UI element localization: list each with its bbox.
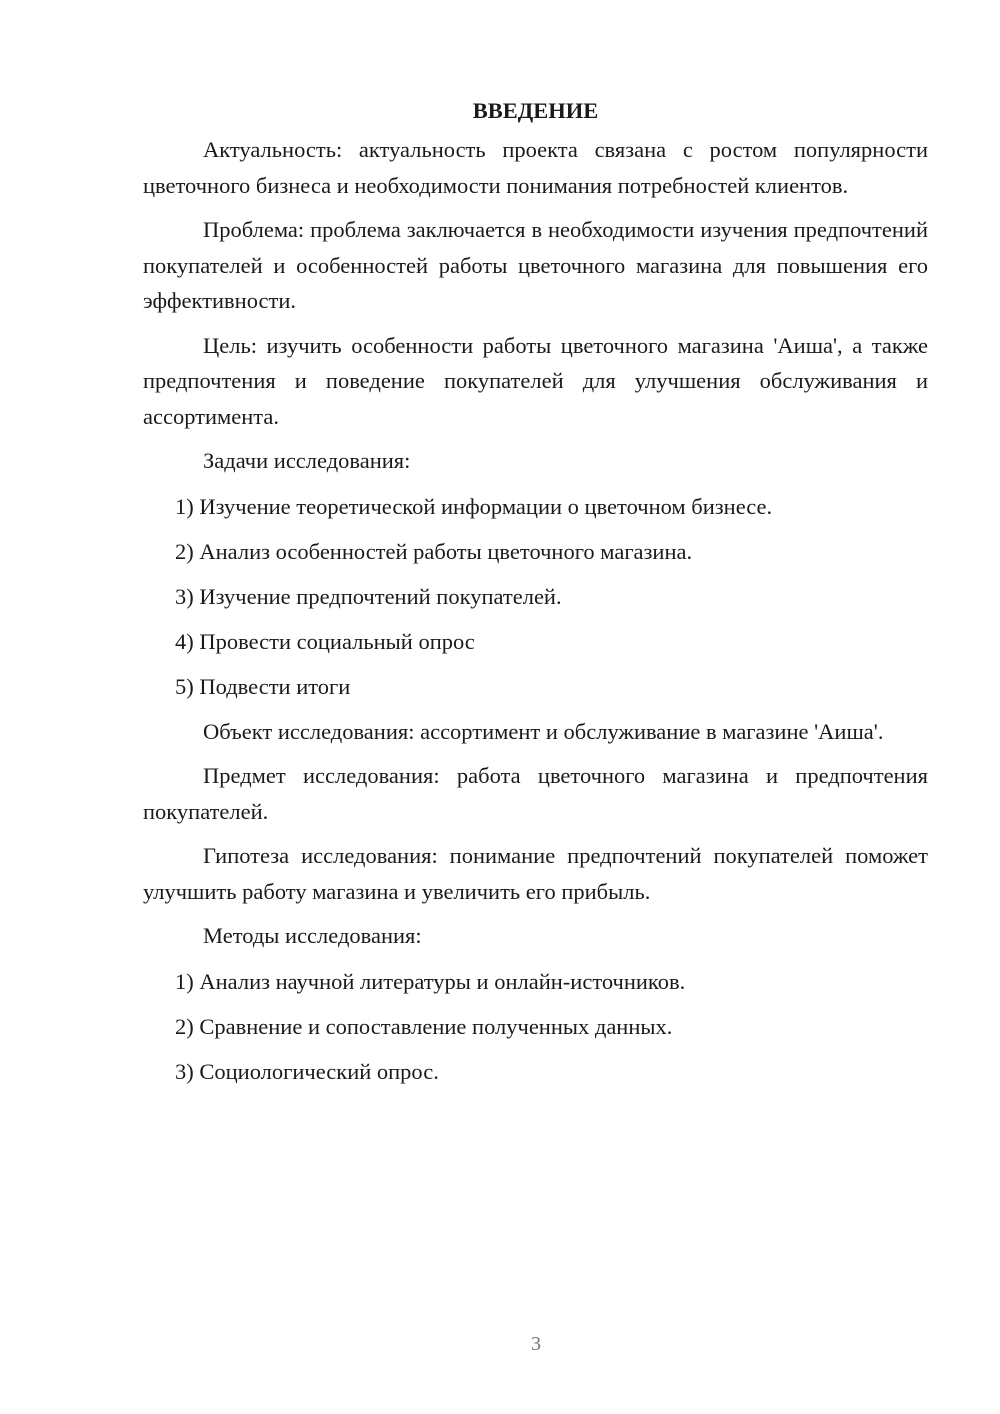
list-item: 4) Провести социальный опрос [175, 628, 475, 654]
list-item: 2) Анализ особенностей работы цветочного магазина. [175, 538, 693, 564]
methods-heading: Методы исследования: [203, 923, 422, 948]
list-item: 5) Подвести итоги [175, 673, 351, 699]
paragraph-hypothesis: Гипотеза исследования: понимание предпочтений покупателей поможет улучшить работу магазина и увеличить его прибыль. [143, 843, 928, 904]
section-title: ВВЕДЕНИЕ [472, 98, 599, 123]
list-item: 2) Сравнение и сопоставление полученных данных. [175, 1013, 673, 1039]
list-item: 3) Изучение предпочтений покупателей. [175, 583, 562, 609]
document-body [143, 94, 928, 1099]
paragraph-relevance: Актуальность: актуальность проекта связана с ростом популярности цветочного бизнеса и необходимости понимания потребностей клиентов. [143, 137, 928, 198]
paragraph-goal: Цель: изучить особенности работы цветочного магазина 'Аиша', а также предпочтения и поведение покупателей для улучшения обслуживания и ассортимента. [143, 332, 928, 429]
methods-list [143, 964, 928, 1090]
paragraph-problem: Проблема: проблема заключается в необходимости изучения предпочтений покупателей и особенностей работы цветочного магазина для повышения его эффективности. [143, 217, 928, 313]
list-item: 3) Социологический опрос. [175, 1058, 439, 1084]
list-item: 1) Изучение теоретической информации о цветочном бизнесе. [175, 493, 773, 519]
list-item: 1) Анализ научной литературы и онлайн-источников. [175, 968, 686, 994]
tasks-list [143, 489, 928, 705]
page-number: 3 [531, 1333, 541, 1355]
paragraph-object: Объект исследования: ассортимент и обслуживание в магазине 'Аиша'. [203, 718, 884, 744]
paragraph-subject: Предмет исследования: работа цветочного магазина и предпочтения покупателей. [143, 763, 928, 824]
tasks-heading: Задачи исследования: [203, 448, 411, 473]
